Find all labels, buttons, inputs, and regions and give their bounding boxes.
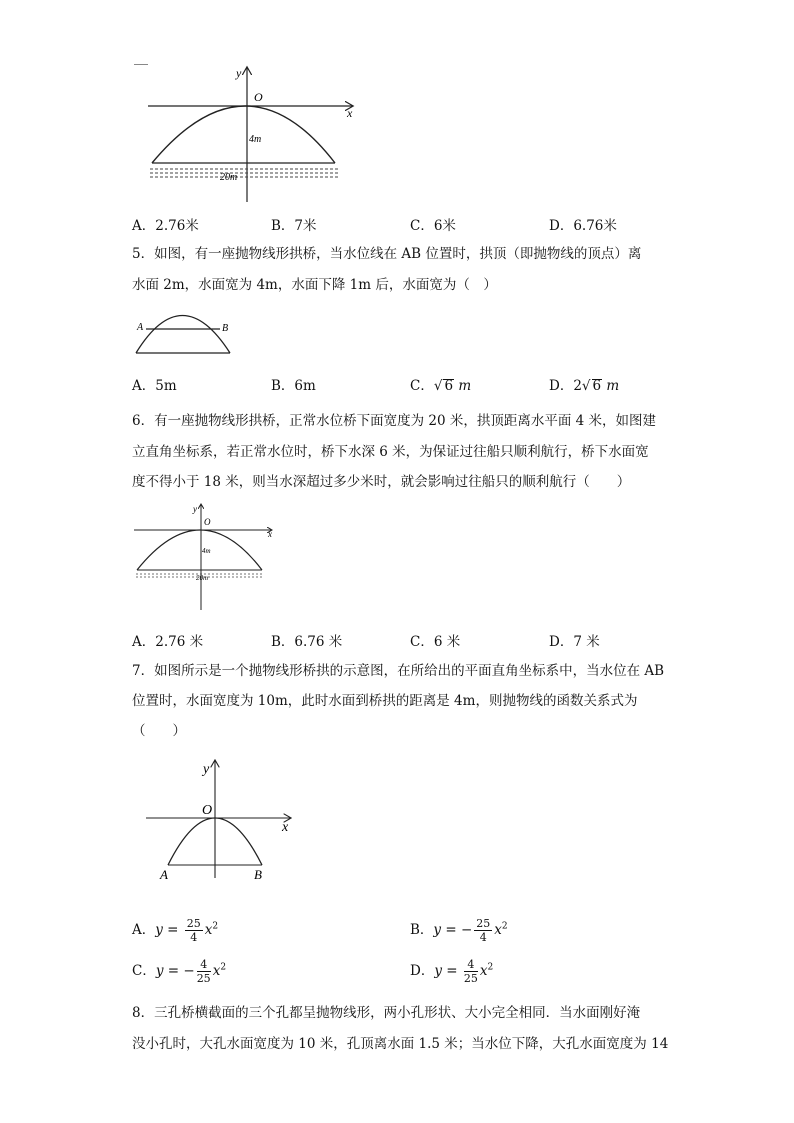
q5-option-c-prefix: C．: [410, 378, 434, 394]
q7-option-a-fraction: [185, 917, 203, 944]
parabola-arch: [152, 106, 335, 163]
y-axis-label: y: [203, 762, 210, 777]
q7-option-b-sign: −: [460, 922, 473, 938]
q5-stem-line1: 5．如图，有一座抛物线形拱桥，当水位线在 AB 位置时，拱顶（即抛物线的顶点）离: [132, 246, 642, 262]
q7-option-d-exponent: 2: [487, 962, 494, 973]
q7-stem-line3: （ ）: [132, 723, 186, 739]
x-axis-label: x: [268, 529, 272, 539]
x-axis-label: x: [282, 820, 289, 835]
width-label: 20m: [220, 172, 238, 183]
q7-option-b-prefix: B．: [410, 922, 434, 938]
height-label: 4m: [249, 134, 262, 145]
q7-option-a-denominator: 4: [190, 931, 198, 944]
q7-option-c-fraction: [197, 958, 211, 985]
q7-option-a-prefix: A．: [132, 922, 156, 938]
q7-option-d-lhs: y =: [434, 963, 462, 979]
width-label: 20m: [196, 574, 209, 582]
q7-option-c-numerator: 4: [197, 958, 211, 972]
origin-label: O: [254, 90, 263, 104]
q6-option-b[interactable]: B．6.76 米: [271, 634, 343, 650]
q7-option-a-numerator: 25: [186, 917, 201, 930]
q5-option-b[interactable]: B．6m: [271, 378, 316, 394]
point-a-label: A: [137, 322, 144, 333]
q6-stem-line2: 立直角坐标系，若正常水位时，桥下水深 6 米，为保证过往船只顺利航行，桥下水面宽: [132, 444, 649, 460]
q5-option-d-unit: m: [606, 378, 620, 394]
q7-option-d-numerator: 4: [464, 958, 478, 972]
q7-option-b-fraction: [474, 917, 492, 944]
q7-option-c-prefix: C．: [132, 963, 156, 979]
q6-option-c[interactable]: C．6 米: [410, 634, 461, 650]
arch-curve: [136, 316, 230, 354]
q7-option-a[interactable]: [132, 917, 218, 944]
q7-option-a-lhs: y =: [155, 922, 183, 938]
point-b-label: B: [254, 867, 262, 882]
q8-stem-line1: 8．三孔桥横截面的三个孔都呈抛物线形，两小孔形状、大小完全相同．当水面刚好淹: [132, 1005, 641, 1021]
q5-option-c-radicand: 6: [444, 378, 454, 394]
q5-option-d-radicand: 6: [592, 378, 602, 394]
q7-option-d-variable: x: [479, 963, 488, 979]
height-label: 4m: [202, 547, 211, 555]
q7-option-d-denominator: 25: [463, 972, 478, 985]
q7-option-d-fraction: [464, 958, 478, 985]
q7-option-b-variable: x: [494, 922, 502, 938]
q7-option-c-sign: −: [183, 963, 195, 979]
q7-option-a-variable: x: [204, 922, 213, 938]
q6-stem-line1: 6．有一座抛物线形拱桥，正常水位桥下面宽度为 20 米，拱顶距离水平面 4 米，如图建: [132, 413, 657, 429]
q5-option-a[interactable]: A．5m: [132, 378, 177, 394]
q5-option-c[interactable]: C．√ 6 m: [410, 378, 472, 394]
q8-stem-line2: 没小孔时，大孔水面宽度为 10 米，孔顶离水面 1.5 米；当水位下降，大孔水面宽度为 14: [132, 1036, 669, 1052]
y-axis-label: y: [236, 66, 242, 80]
parabola-arch: [137, 530, 262, 570]
q7-stem-line2: 位置时，水面宽度为 10m，此时水面到桥拱的距离是 4m，则抛物线的函数关系式为: [132, 693, 638, 709]
figure-parabola-bridge-top: [140, 62, 370, 207]
q7-option-c-lhs: y =: [155, 963, 184, 979]
y-axis-label: y: [193, 504, 197, 514]
figure-q5-arch: [132, 300, 236, 358]
q7-option-d[interactable]: [410, 958, 493, 985]
q7-option-c-exponent: 2: [220, 962, 227, 973]
q7-option-c-denominator: 25: [196, 972, 211, 985]
q5-option-c-unit: m: [458, 378, 472, 394]
q7-option-b-numerator: 25: [476, 917, 491, 930]
q7-option-b[interactable]: [410, 917, 508, 944]
q4-option-c[interactable]: C．6米: [410, 218, 456, 234]
origin-label: O: [204, 517, 211, 527]
q5-option-d[interactable]: D．2√ 6 m: [549, 378, 620, 394]
q7-stem-line1: 7．如图所示是一个抛物线形桥拱的示意图，在所给出的平面直角坐标系中，当水位在 AB: [132, 663, 665, 679]
point-a-label: A: [160, 867, 168, 882]
point-b-label: B: [222, 323, 229, 334]
q7-option-b-denominator: 4: [479, 931, 487, 944]
q7-option-c-variable: x: [212, 963, 221, 979]
q6-option-d[interactable]: D．7 米: [549, 634, 600, 650]
q7-option-b-exponent: 2: [501, 921, 508, 932]
q6-option-a[interactable]: A．2.76 米: [132, 634, 204, 650]
q6-stem-line3: 度不得小于 18 米，则当水深超过多少米时，就会影响过往船只的顺利航行（ ）: [132, 474, 631, 490]
origin-label: O: [202, 803, 213, 818]
q4-option-b[interactable]: B．7米: [271, 218, 317, 234]
q7-option-d-prefix: D．: [410, 963, 435, 979]
q5-option-d-prefix: D．2: [549, 378, 582, 394]
q7-option-a-exponent: 2: [212, 921, 219, 932]
q7-option-c[interactable]: [132, 958, 226, 985]
q5-stem-line2: 水面 2m，水面宽为 4m，水面下降 1m 后，水面宽为（ ）: [132, 277, 497, 293]
q7-option-b-lhs: y =: [433, 922, 461, 938]
q4-option-a[interactable]: A．2.76米: [132, 218, 199, 234]
figure-q7-arch: [140, 758, 300, 883]
q4-option-d[interactable]: D．6.76米: [549, 218, 617, 234]
figure-q6-bridge: [132, 500, 282, 612]
x-axis-label: x: [347, 106, 353, 120]
